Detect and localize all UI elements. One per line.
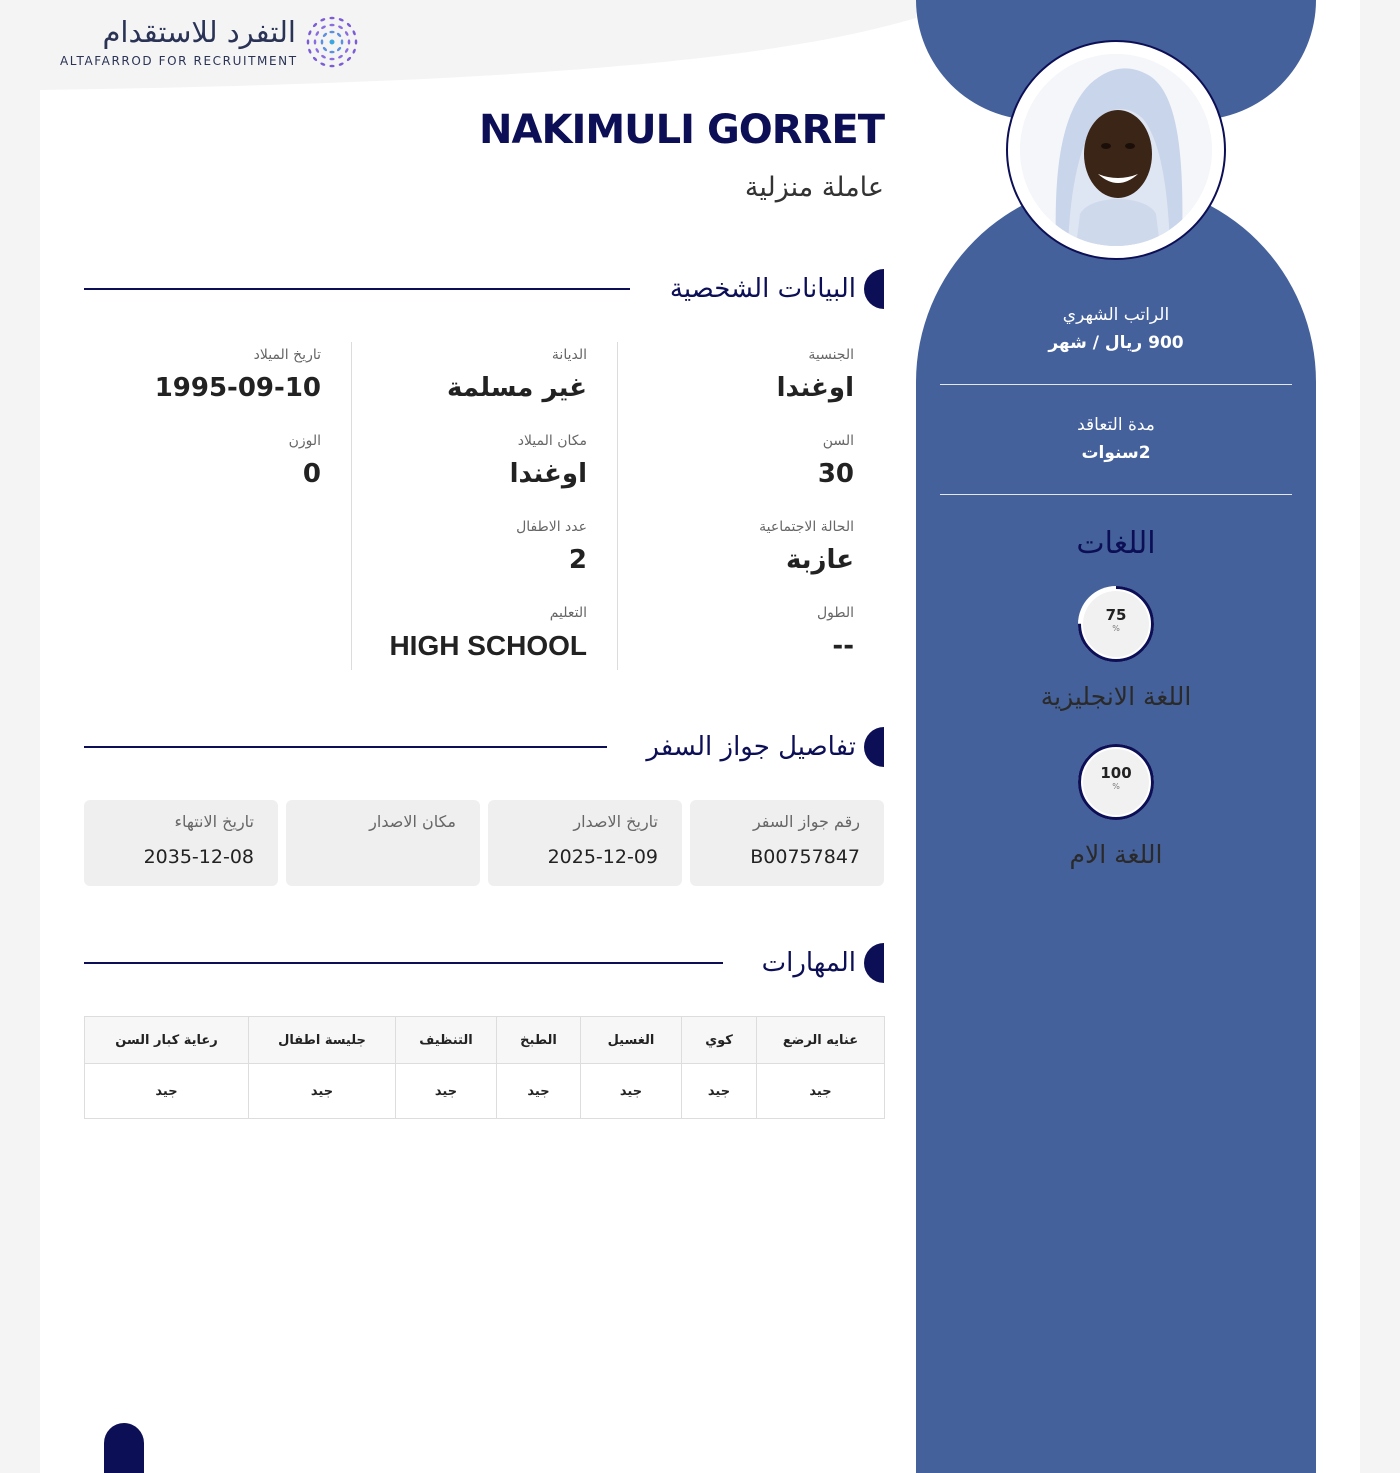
info-value: عازبة xyxy=(785,545,854,575)
gauge-value: 75 xyxy=(1105,606,1127,624)
personal-column-1 xyxy=(618,342,854,686)
info-birthdate xyxy=(85,342,321,428)
contract-block xyxy=(940,412,1292,468)
info-value: 2 xyxy=(568,545,587,575)
profile-photo-frame xyxy=(1006,40,1226,260)
card-label: مكان الاصدار xyxy=(369,812,456,831)
passport-issue-date-card xyxy=(488,800,682,886)
info-label: مكان الميلاد xyxy=(517,433,587,449)
contract-label: مدة التعاقد xyxy=(1077,415,1155,435)
languages-title: اللغات xyxy=(1076,526,1156,561)
info-label: الديانة xyxy=(551,347,587,363)
info-label: تاريخ الميلاد xyxy=(253,347,321,363)
section-passport-header xyxy=(84,727,884,767)
header-band xyxy=(40,0,916,90)
job-title: عاملة منزلية xyxy=(744,172,884,203)
info-education xyxy=(351,600,587,686)
section-marker xyxy=(864,727,884,767)
section-personal-header xyxy=(84,269,884,309)
table-header-cell: عنايه الرضع xyxy=(757,1017,885,1064)
passport-number-card xyxy=(690,800,884,886)
section-title: البيانات الشخصية xyxy=(669,274,856,304)
logo-name-arabic: التفرد للاستقدام xyxy=(102,15,296,49)
info-label: الجنسية xyxy=(808,347,854,363)
table-header-cell: الطبخ xyxy=(497,1017,581,1064)
cv-page xyxy=(40,0,1360,1473)
profile-photo xyxy=(1020,54,1212,246)
page-tab-marker xyxy=(104,1423,144,1473)
info-value: 1995-09-10 xyxy=(154,373,321,403)
language-name-native: اللغة الام xyxy=(1069,840,1163,869)
skills-table xyxy=(84,1016,885,1119)
table-header-row xyxy=(85,1017,885,1064)
card-label: رقم جواز السفر xyxy=(752,812,860,831)
table-header-cell: رعاية كبار السن xyxy=(85,1017,249,1064)
info-value: اوغندا xyxy=(509,459,587,489)
info-nationality xyxy=(618,342,854,428)
table-header-cell: كوي xyxy=(682,1017,757,1064)
candidate-name: NAKIMULI GORRET xyxy=(479,107,884,153)
column-divider xyxy=(617,342,618,670)
info-value: غير مسلمة xyxy=(447,373,587,403)
section-title: المهارات xyxy=(761,948,856,978)
info-label: السن xyxy=(822,433,854,449)
info-label: الوزن xyxy=(288,433,321,449)
sidebar-divider xyxy=(940,494,1292,495)
section-divider-line xyxy=(84,746,607,748)
info-weight xyxy=(85,428,321,514)
personal-column-2 xyxy=(351,342,587,686)
info-value: HIGH SCHOOL xyxy=(389,630,587,661)
section-title: تفاصيل جواز السفر xyxy=(646,732,856,762)
section-divider-line xyxy=(84,288,630,290)
table-cell: جيد xyxy=(581,1064,682,1119)
passport-issue-place-card xyxy=(286,800,480,886)
table-header-cell: التنظيف xyxy=(396,1017,497,1064)
section-skills-header xyxy=(84,943,884,983)
table-cell: جيد xyxy=(497,1064,581,1119)
contract-value: 2سنوات xyxy=(1081,443,1151,463)
table-header-cell: الغسيل xyxy=(581,1017,682,1064)
info-label: عدد الاطفال xyxy=(516,519,587,535)
table-cell: جيد xyxy=(249,1064,396,1119)
dotted-circle-logo-icon xyxy=(304,14,360,70)
gauge-unit: % xyxy=(1112,624,1120,633)
info-value: 30 xyxy=(817,459,854,489)
sidebar-divider xyxy=(940,384,1292,385)
salary-block xyxy=(940,302,1292,358)
info-religion xyxy=(351,342,587,428)
info-value: 0 xyxy=(302,459,321,489)
language-gauge-native xyxy=(1076,742,1156,822)
language-gauge-english xyxy=(1076,584,1156,664)
info-height xyxy=(618,600,854,686)
column-divider xyxy=(351,342,352,670)
info-label: الطول xyxy=(816,605,854,621)
section-marker xyxy=(864,943,884,983)
table-header-cell: جليسة اطفال xyxy=(249,1017,396,1064)
section-marker xyxy=(864,269,884,309)
info-birthplace xyxy=(351,428,587,514)
table-cell: جيد xyxy=(85,1064,249,1119)
info-children xyxy=(351,514,587,600)
passport-expiry-date-card xyxy=(84,800,278,886)
personal-column-3 xyxy=(85,342,321,514)
info-value: اوغندا xyxy=(776,373,854,403)
info-label: الحالة الاجتماعية xyxy=(759,519,854,535)
info-age xyxy=(618,428,854,514)
table-cell: جيد xyxy=(396,1064,497,1119)
card-value: 2035-12-08 xyxy=(143,846,254,868)
section-divider-line xyxy=(84,962,723,964)
info-value: -- xyxy=(832,631,854,661)
sidebar-panel xyxy=(916,182,1316,1473)
card-label: تاريخ الانتهاء xyxy=(174,812,254,831)
card-value: 2025-12-09 xyxy=(547,846,658,868)
card-label: تاريخ الاصدار xyxy=(573,812,658,831)
info-label: التعليم xyxy=(549,605,587,621)
sidebar xyxy=(916,0,1316,1473)
company-logo xyxy=(60,12,360,74)
salary-value: 900 ريال / شهر xyxy=(1048,333,1184,353)
table-cell: جيد xyxy=(682,1064,757,1119)
info-marital-status xyxy=(618,514,854,600)
table-row xyxy=(85,1064,885,1119)
logo-name-english: ALTAFARROD FOR RECRUITMENT xyxy=(60,54,298,68)
salary-label: الراتب الشهري xyxy=(1062,305,1170,325)
card-value: B00757847 xyxy=(750,846,860,868)
gauge-unit: % xyxy=(1112,782,1120,791)
table-cell: جيد xyxy=(757,1064,885,1119)
language-name-english: اللغة الانجليزية xyxy=(1040,682,1192,711)
gauge-value: 100 xyxy=(1100,764,1132,782)
